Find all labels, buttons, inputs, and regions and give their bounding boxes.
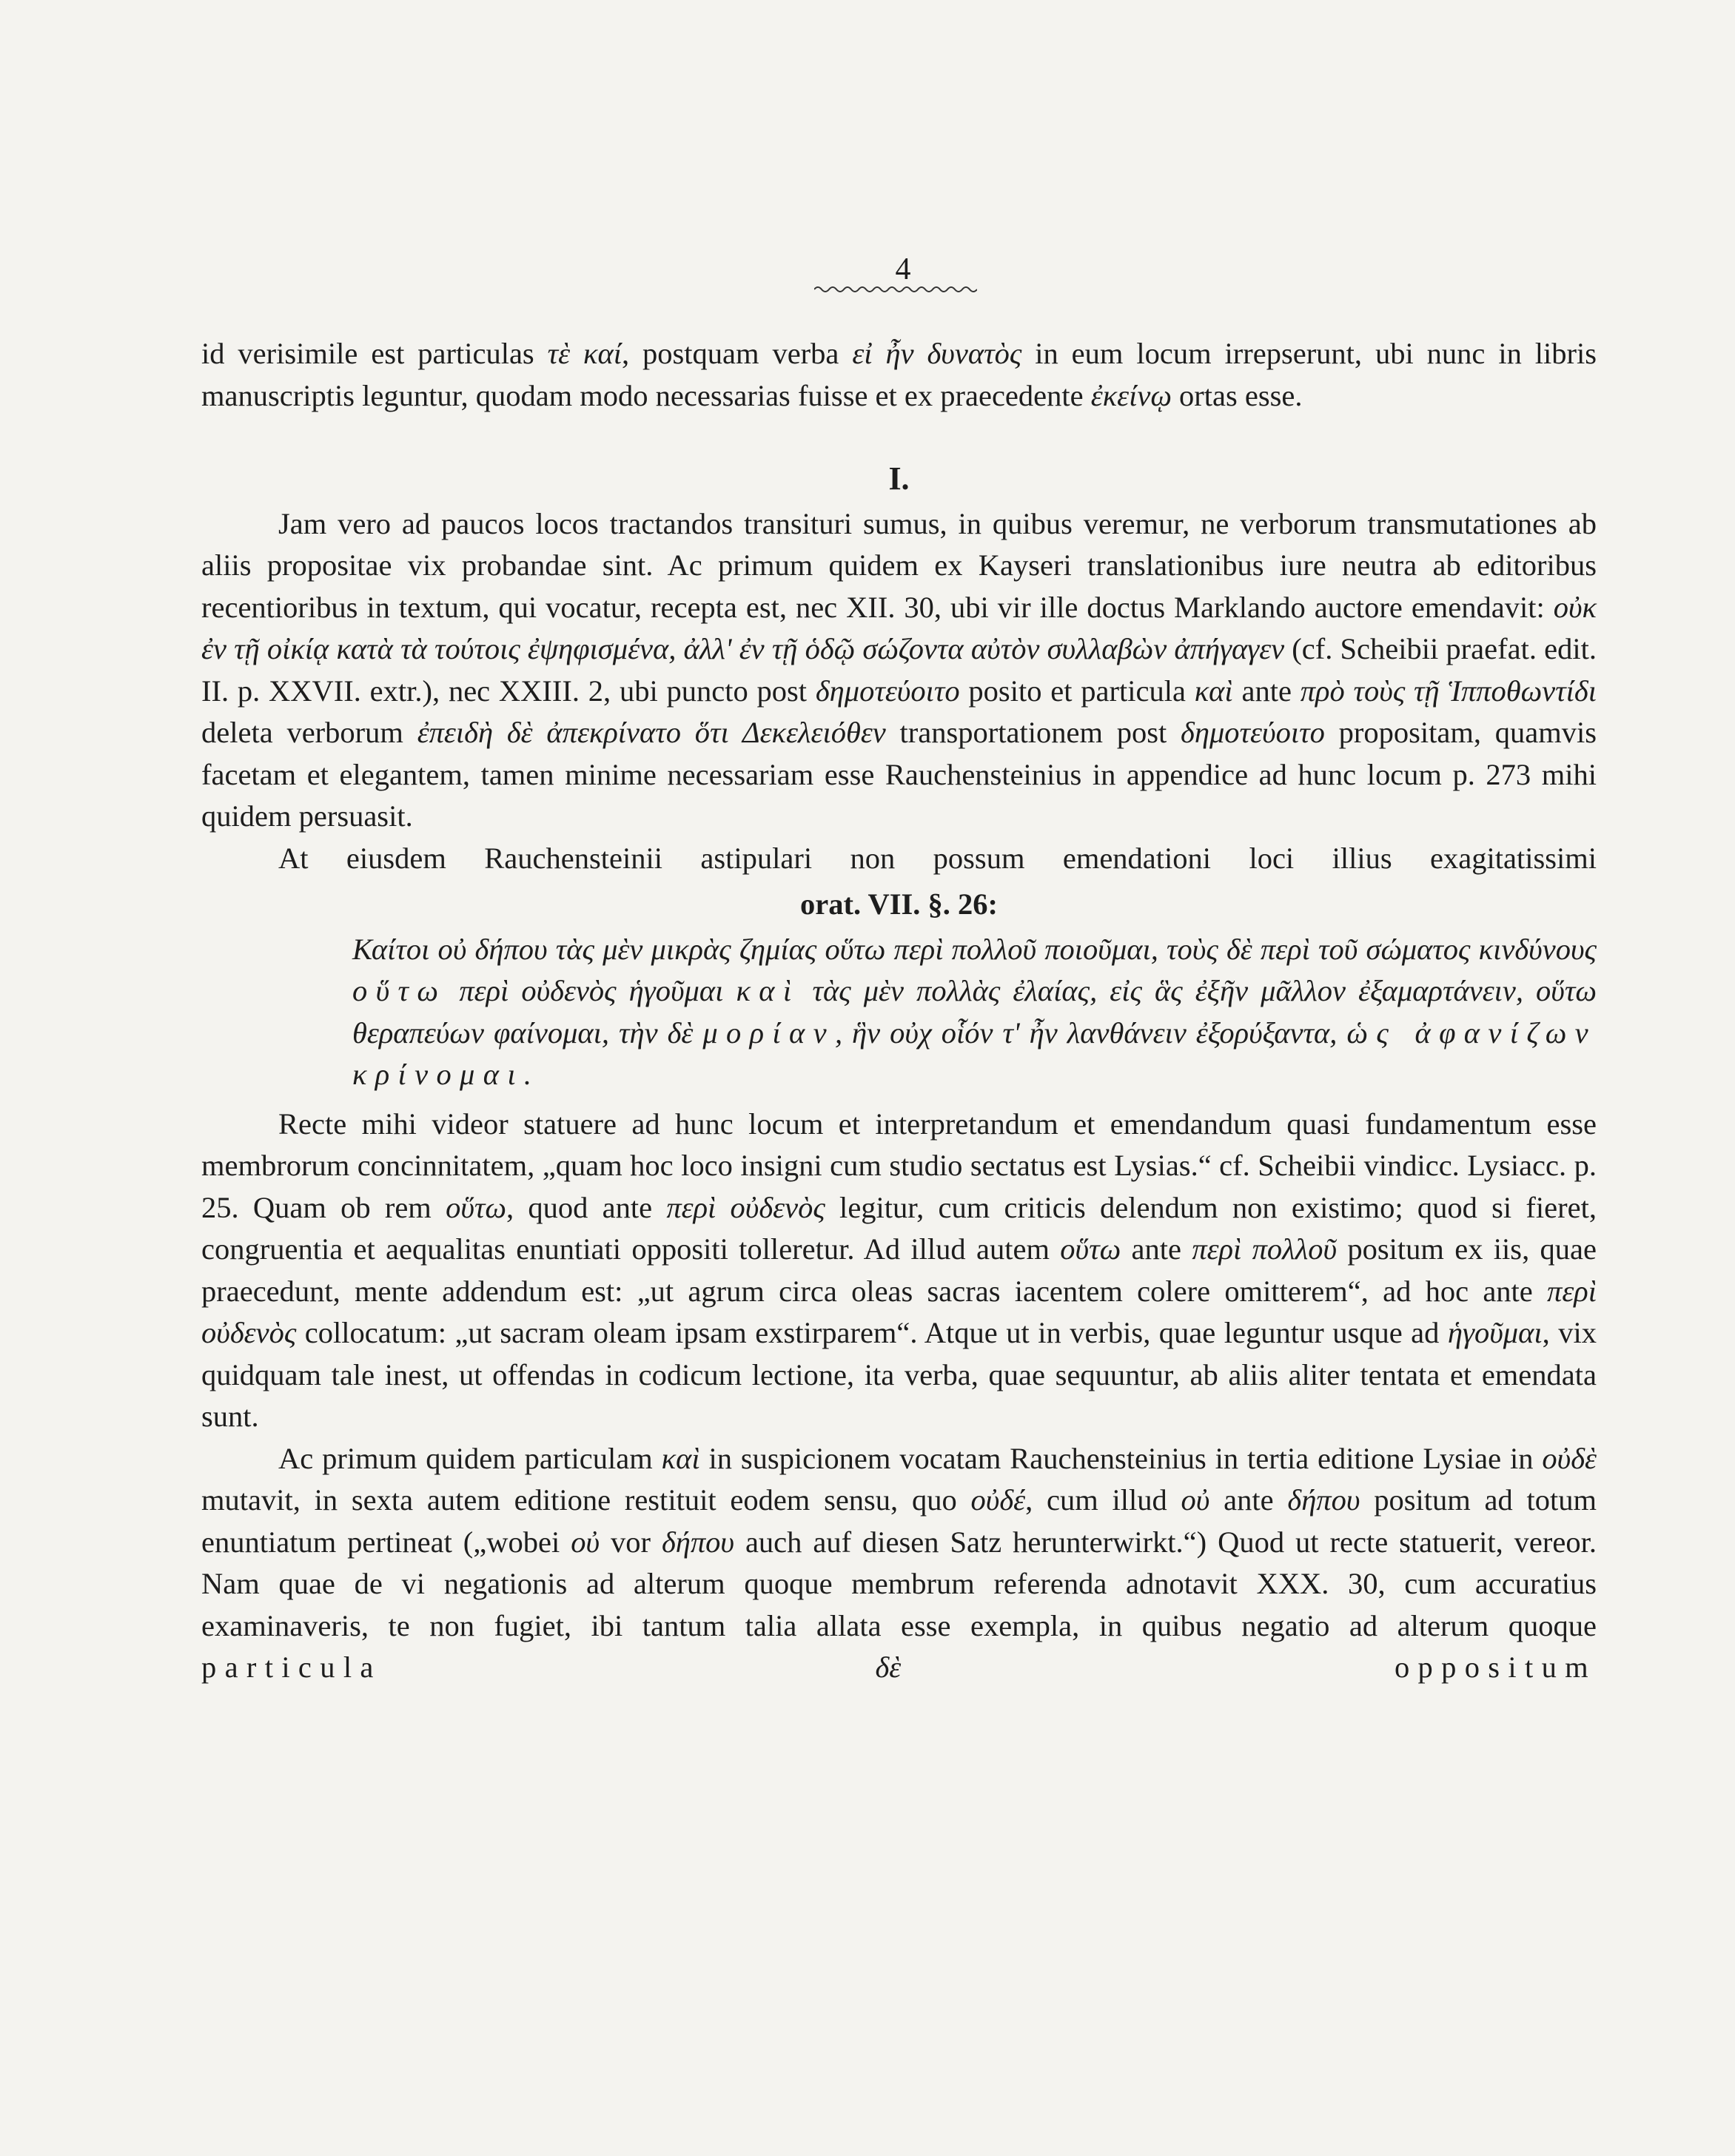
greek-run: τὲ καί — [547, 337, 622, 370]
greek-run: οὕτω — [1060, 1232, 1121, 1266]
text-run: positum ad totum enuntiatum pertineat („wobei — [201, 1483, 1597, 1559]
greek-run: οὕτω — [446, 1190, 506, 1224]
paragraph-2: At eiusdem Rauchensteinii astipulari non possum emendationi loci illius exagitatissimi — [278, 841, 1597, 875]
greek-run: δημοτεύοιτο — [815, 674, 960, 708]
text-run: deleta verborum — [201, 716, 417, 749]
greek-run: δήπου — [661, 1525, 734, 1559]
text-run: id verisimile est particulas — [201, 337, 548, 370]
greek-run: οὐκ ἐν τῇ οἰκίᾳ κατὰ τὰ τούτοις ἐψηφισμένα, ἀλλ' ἐν τῇ ὁδῷ σώζοντα αὐτὸν συλλαβὼν ἀπήγαγεν — [201, 590, 1597, 665]
text-run: , quod ante — [506, 1190, 667, 1224]
greek-run: δήπου — [1287, 1483, 1360, 1517]
text-run: posito et particula — [959, 674, 1195, 708]
text-run: legitur, cum criticis delendum non existimo; quod si fieret, congruentia et aequalitas enuntiati oppositi tolleretur. Ad illud autem — [201, 1190, 1597, 1266]
text-run: vor — [600, 1525, 662, 1559]
quote-run: . — [523, 1058, 532, 1091]
greek-run: περὶ οὐδενὸς — [666, 1190, 825, 1224]
text-run: Jam vero ad paucos locos tractandos transituri sumus, in quibus veremur, ne verborum transmutationes ab aliis propositae vix probandae sint. Ac primum quidem ex Kayseri translationibus iure neutra ab editoribus recentioribus in textum, qui vocatur, recepta est, nec XII. 30, ubi vir ille doctus Marklando auctore emendavit: — [201, 506, 1597, 624]
greek-run: οὐ — [1181, 1483, 1210, 1517]
text-run: in eum locum irrepserunt, ubi nunc in libris manuscriptis leguntur, quodam modo necessarias fuisse et ex praecedente — [201, 337, 1597, 412]
greek-run: περὶ οὐδενὸς — [201, 1274, 1597, 1349]
quote-run: τὰς μὲν πολλὰς ἐλαίας, εἰς ἃς ἐξῆν μᾶλλον ἐξαμαρτάνειν, οὕτω θεραπεύων φαίνομαι, τὴν δὲ — [352, 974, 1597, 1050]
text-run: (cf. Scheibii praefat. edit. II. p. XXVII. extr.), nec XXIII. 2, ubi puncto post — [201, 632, 1597, 708]
greek-run: καὶ — [661, 1441, 700, 1475]
text-run: , cum illud — [1025, 1483, 1181, 1517]
text-run: transportationem post — [885, 716, 1181, 749]
greek-run: περὶ πολλοῦ — [1192, 1232, 1338, 1266]
text-run: ante — [1209, 1483, 1288, 1517]
text-run: , postquam verba — [621, 337, 853, 370]
quote-spaced-run: ὡς ἀφανίζων κρίνομαι — [352, 1015, 1597, 1091]
text-run: auch auf diesen Satz herunterwirkt.“) Quod ut recte statuerit, vereor. Nam quae de vi negationis ad alterum quoque membrum referenda adnotavit XXX. 30, cum accuratius examinaveris, te non fugiet, ibi tantum talia allata esse exempla, in quibus negatio ad alterum quoque — [201, 1525, 1597, 1642]
text-run: collocatum: „ut sacram oleam ipsam exstirparem“. Atque ut in verbis, quae leguntur usque ad — [296, 1316, 1448, 1349]
greek-run: ἡγοῦμαι — [1447, 1316, 1543, 1349]
text-run: Recte mihi videor statuere ad hunc locum et interpretandum et emendandum quasi fundamentum esse membrorum concinnitatem, „quam hoc loco insigni cum studio sectatus est Lysias.“ cf. Scheibii vindicc. Lysiacc. p. 25. Quam ob rem — [201, 1106, 1597, 1224]
greek-run: πρὸ τοὺς τῇ Ἱπποθωντίδι — [1300, 674, 1597, 708]
text-run: ortas esse. — [1171, 378, 1303, 412]
text-run: , vix quidquam tale inest, ut offendas in codicum lectione, ita verba, quae sequuntur, ab aliis aliter tentata et emendata sunt. — [201, 1316, 1597, 1433]
quote-spaced-run: καὶ — [736, 974, 800, 1007]
quote-spaced-run: οὕτω — [352, 974, 447, 1007]
quote-run: Καίτοι οὐ δήπου τὰς μὲν μικρὰς ζημίας οὕτω περὶ πολλοῦ ποιοῦμαι, τοὺς δὲ περὶ τοῦ σώματος κινδύνους — [352, 932, 1597, 966]
section-heading: I. — [888, 460, 910, 497]
page-body — [201, 252, 1597, 1689]
quote-spaced-run: μορίαν — [702, 1015, 835, 1050]
spaced-run: particula — [201, 1650, 382, 1684]
text-run: in suspicionem vocatam Rauchensteinius in tertia editione Lysiae in — [699, 1441, 1543, 1475]
text-run: ante — [1232, 674, 1301, 708]
text-run: mutavit, in sexta autem editione restituit eodem sensu, quo — [201, 1483, 971, 1517]
text-run: positum ex iis, quae praecedunt, mente addendum est: „ut agrum circa oleas sacras iacentem colere omitterem“, ad hoc ante — [201, 1232, 1597, 1308]
greek-quotation — [201, 929, 1597, 1096]
greek-run: οὐδὲ — [1542, 1441, 1597, 1475]
greek-run: οὐδέ — [970, 1483, 1026, 1517]
text-run: Ac primum quidem particulam — [278, 1441, 662, 1475]
paragraph-3 — [201, 1104, 1597, 1438]
greek-run: δὲ — [875, 1650, 902, 1684]
text-run: ante — [1121, 1232, 1192, 1266]
greek-run: οὐ — [571, 1525, 600, 1559]
greek-run: δημοτεύοιτο — [1181, 716, 1325, 749]
quote-run: περὶ οὐδενὸς ἡγοῦμαι — [446, 974, 736, 1007]
text-run: propositam, quamvis facetam et elegantem, tamen minime necessariam esse Rauchensteinius in appendice ad hunc locum p. 273 mihi quidem persuasit. — [201, 716, 1597, 833]
paragraph-4 — [201, 1438, 1597, 1689]
greek-run: καὶ — [1194, 674, 1233, 708]
spaced-run: oppositum — [1394, 1650, 1597, 1684]
page-number: 4 — [895, 252, 911, 286]
paragraph-1 — [201, 503, 1597, 838]
intro-paragraph — [201, 333, 1597, 417]
quote-run: , ἣν οὐχ οἷόν τ' ἦν λανθάνειν ἐξορύξαντα, — [834, 1015, 1347, 1050]
greek-run: ἐκείνῳ — [1090, 378, 1172, 412]
oration-reference: orat. VII. §. 26: — [800, 887, 998, 921]
greek-run: εἰ ἦν δυνατὸς — [852, 337, 1022, 370]
greek-run: ἐπειδὴ δὲ ἀπεκρίνατο ὅτι Δεκελειόθεν — [417, 716, 886, 749]
